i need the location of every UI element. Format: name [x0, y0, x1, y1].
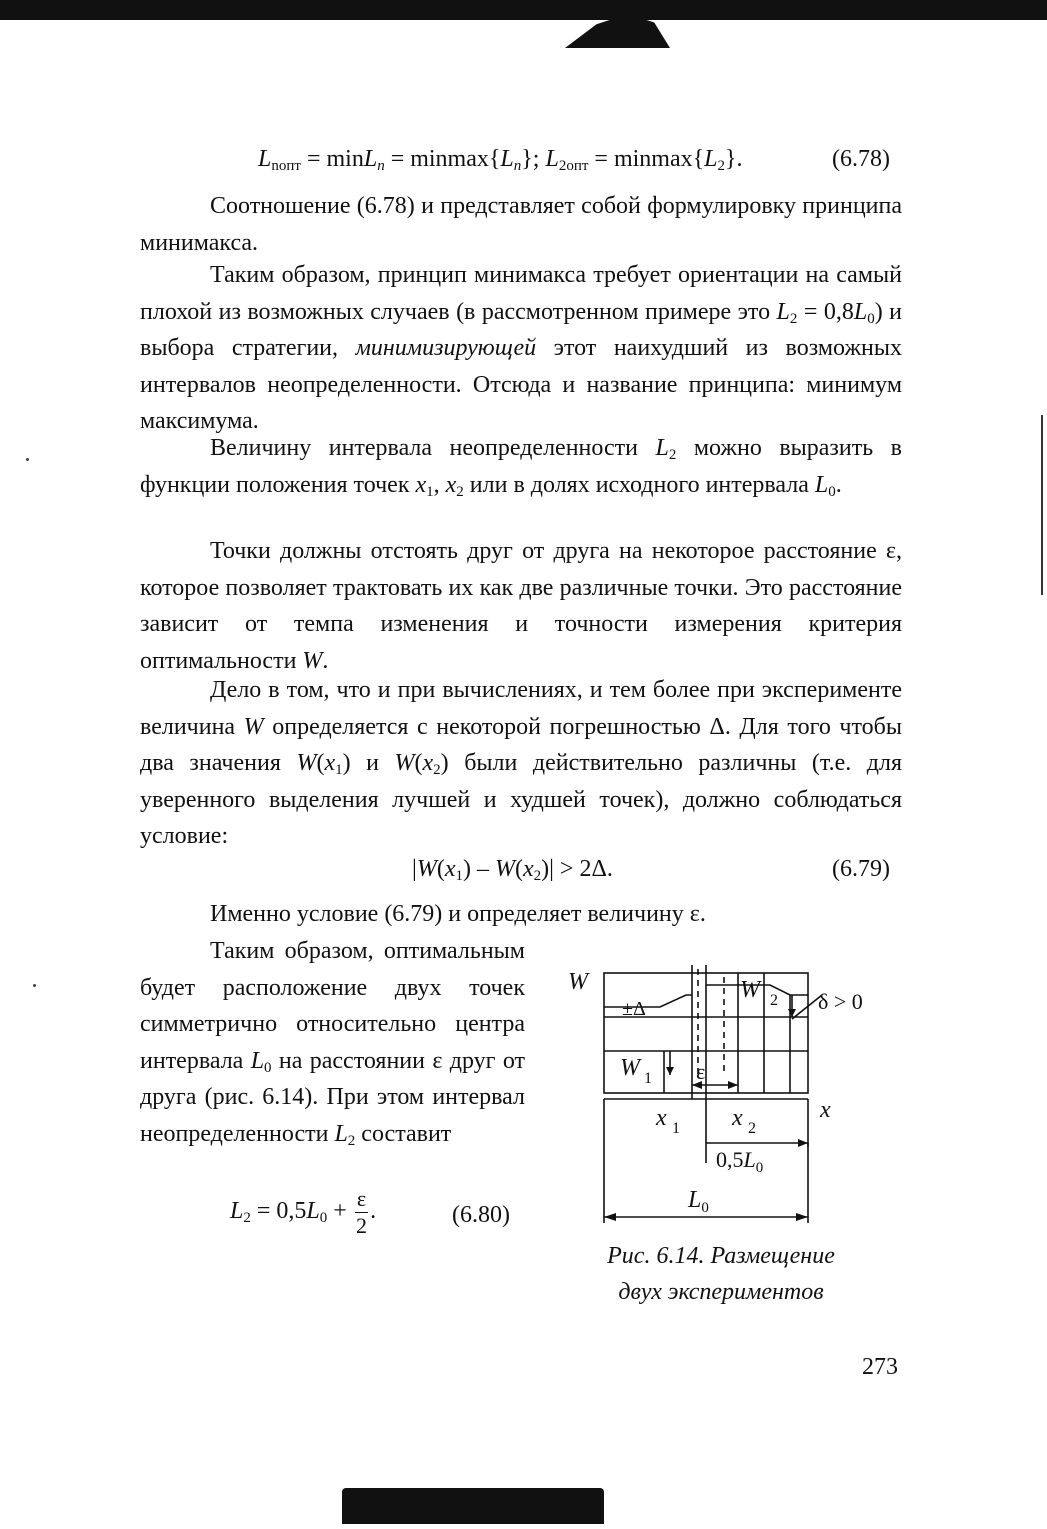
arrow-head	[604, 1213, 616, 1221]
arrow-head	[666, 1067, 674, 1075]
paragraph-4: Точки должны отстоять друг от друга на некоторое расстояние ε, которое позволяет трактовать их как две различные точки. Это расстояние зависит от темпа изменения и точности измерения критерия оптимальности W.	[140, 538, 902, 674]
label-x2-sub: 2	[748, 1120, 756, 1137]
label-x: x	[820, 1097, 831, 1123]
equation-number-6-80: (6.80)	[452, 1202, 510, 1228]
scan-speck	[26, 458, 29, 461]
paragraph-1: Соотношение (6.78) и представляет собой формулировку принципа минимакса.	[140, 193, 902, 256]
formula-6-80: $L_2 = 0,5L_0$ + $\frac{\varepsilon}{2}$ .	[230, 1186, 377, 1238]
label-x1: x	[656, 1105, 667, 1131]
figure-caption-line-2: двух экспериментов	[618, 1279, 824, 1305]
equation-number-6-79: (6.79)	[832, 856, 890, 882]
scan-speck	[33, 984, 36, 987]
label-pm-delta: ±Δ	[622, 998, 646, 1020]
label-delta-gt-0: δ > 0	[818, 989, 863, 1014]
label-epsilon: ε	[696, 1059, 706, 1084]
label-W: W	[568, 969, 588, 995]
label-W1: W	[620, 1055, 640, 1081]
paragraph-6: Именно условие (6.79) и определяет величину ε.	[210, 901, 706, 927]
paragraph-7: Таким образом, оптимальным будет расположение двух точек симметрично относительно центра интервала $L_0$ на расстоянии ε друг от друга (рис. 6.14). При этом интервал неопределенности $L_2$ составит	[140, 938, 525, 1149]
equation-number-6-78: (6.78)	[832, 146, 890, 172]
label-half-l0: $0,5L_0$	[716, 1147, 764, 1176]
label-W2: W	[740, 977, 760, 1003]
label-W1-sub: 1	[644, 1070, 652, 1087]
paragraph-3: Величину интервала неопределенности $L_2$ можно выразить в функции положения точек $x_1$, $x_2$ или в долях исходного интервала $L_0$.	[140, 435, 902, 500]
scan-edge-mark	[1041, 415, 1043, 595]
label-L0: $L_0$	[688, 1187, 709, 1216]
scan-artifact-bottom	[342, 1488, 604, 1524]
w1-line	[604, 995, 692, 1007]
formula-6-79: $|W(x_1) - W(x_2)| > 2\Delta$.	[412, 856, 613, 884]
label-x1-sub: 1	[672, 1120, 680, 1137]
arrow-head	[728, 1081, 738, 1089]
figure-6-14-diagram	[560, 955, 890, 1235]
page-number: 273	[862, 1354, 898, 1380]
label-W2-sub: 2	[770, 992, 778, 1009]
arrow-head	[796, 1213, 808, 1221]
paragraph-2: Таким образом, принцип минимакса требует ориентации на самый плохой из возможных случаев (в рассмотренном примере это $L_2 = 0,8L_0$) и выбора стратегии, минимизирующей этот наихудший из возможных интервалов неопределенности. Отсюда и название принципа: минимум максимума.	[140, 262, 903, 434]
fraction-eps-over-2: $\frac{\varepsilon}{2}$	[355, 1186, 367, 1238]
arrow-head	[798, 1139, 808, 1147]
formula-6-78: $L_{nопт} = \min L_n = minmax\{L_n\}$; $L_{2опт} = minmax\{L_2\}$.	[258, 146, 743, 174]
label-x2: x	[732, 1105, 743, 1131]
scan-top-border	[0, 0, 1047, 20]
paragraph-5: Дело в том, что и при вычислениях, и тем более при эксперименте величина W определяется с некоторой погрешностью Δ. Для того чтобы два значения $W(x_1)$ и $W(x_2)$ были действительно различны (т.е. для уверенного выделения лучшей и худшей точек), должно соблюдаться условие:	[140, 677, 903, 849]
figure-caption-line-1: Рис. 6.14. Размещение	[607, 1243, 835, 1269]
